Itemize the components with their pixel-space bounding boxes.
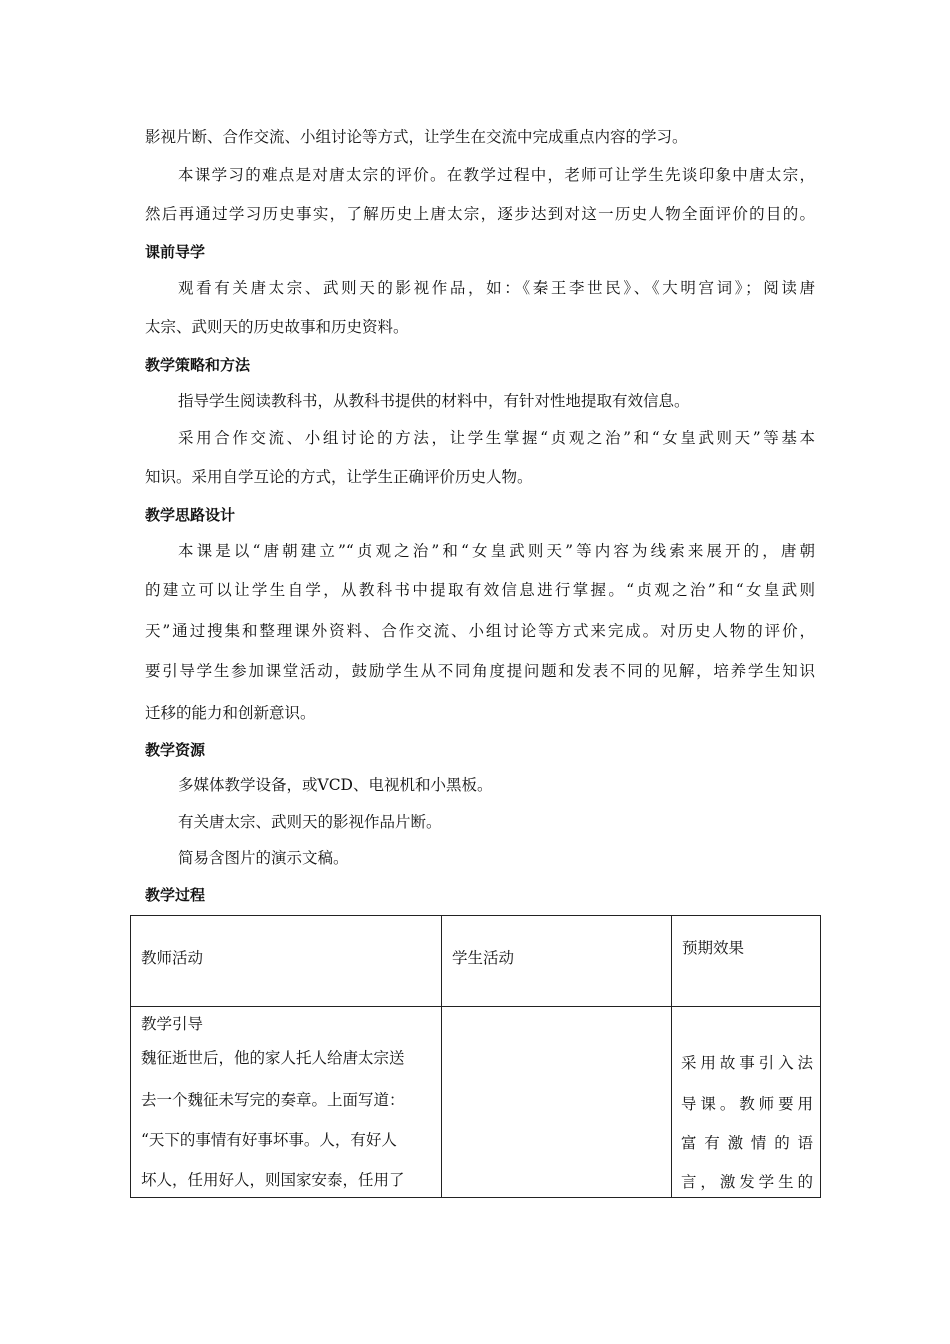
paragraph-line: 迁移的能力和创新意识。 (145, 704, 316, 722)
cell-line: “天下的事情有好事坏事。人，有好人 (141, 1131, 397, 1149)
paragraph-line: 本课是以“唐朝建立”“贞观之治”和“女皇武则天”等内容为线索来展开的，唐朝 (178, 542, 815, 560)
cell-line: 导课。教师要用 (681, 1095, 813, 1113)
cell-line: 采用故事引入法 (681, 1054, 813, 1072)
paragraph-line: 有关唐太宗、武则天的影视作品片断。 (178, 813, 442, 831)
cell-line: 言，激发学生的 (681, 1173, 813, 1191)
header-label: 学生活动 (452, 949, 515, 967)
expected-effect-cell (672, 1007, 821, 1198)
cell-line: 去一个魏征未写完的奏章。上面写道： (141, 1091, 405, 1109)
paragraph-line: 天”通过搜集和整理课外资料、合作交流、小组讨论等方式来完成。对历史人物的评价， (145, 622, 815, 640)
table-row (131, 1007, 821, 1198)
student-activity-cell (442, 1007, 672, 1198)
section-heading-preview: 课前导学 (145, 243, 206, 261)
section-heading-design: 教学思路设计 (145, 506, 236, 524)
section-heading-strategy: 教学策略和方法 (145, 356, 251, 374)
cell-line: 坏人，任用好人，则国家安泰，任用了 (141, 1171, 405, 1189)
paragraph-line: 要引导学生参加课堂活动，鼓励学生从不同角度提问题和发表不同的见解，培养学生知识 (145, 662, 815, 680)
header-cell-student (442, 916, 672, 1007)
cell-line: 富有激情的语 (681, 1134, 813, 1152)
header-label: 教师活动 (141, 949, 204, 967)
paragraph-line: 简易含图片的演示文稿。 (178, 849, 349, 867)
teacher-activity-cell (131, 1007, 442, 1198)
paragraph-line: 指导学生阅读教科书，从教科书提供的材料中，有针对性地提取有效信息。 (178, 392, 690, 410)
paragraph-line: 的建立可以让学生自学，从教科书中提取有效信息进行掌握。“贞观之治”和“女皇武则 (145, 581, 815, 599)
paragraph-line: 本课学习的难点是对唐太宗的评价。在教学过程中，老师可让学生先谈印象中唐太宗， (178, 166, 815, 184)
process-table (130, 915, 821, 1198)
cell-line: 魏征逝世后，他的家人托人给唐太宗送 (141, 1049, 405, 1067)
section-heading-process: 教学过程 (145, 886, 206, 904)
paragraph-line: 采用合作交流、小组讨论的方法，让学生掌握“贞观之治”和“女皇武则天”等基本 (178, 429, 815, 447)
paragraph-line: 知识。采用自学互论的方式，让学生正确评价历史人物。 (145, 468, 533, 486)
paragraph-line: 观看有关唐太宗、武则天的影视作品，如：《秦王李世民》、《大明宫词》；阅读唐 (178, 279, 815, 297)
paragraph-line: 然后再通过学习历史事实，了解历史上唐太宗，逐步达到对这一历史人物全面评价的目的。 (145, 205, 815, 223)
table-header-row (131, 916, 821, 1007)
header-cell-teacher (131, 916, 442, 1007)
header-label: 预期效果 (682, 939, 745, 957)
section-heading-resources: 教学资源 (145, 741, 206, 759)
paragraph-line: 多媒体教学设备，或VCD、电视机和小黑板。 (178, 776, 493, 794)
paragraph-line: 影视片断、合作交流、小组讨论等方式，让学生在交流中完成重点内容的学习。 (145, 128, 688, 146)
cell-line: 教学引导 (141, 1015, 204, 1033)
paragraph-line: 太宗、武则天的历史故事和历史资料。 (145, 318, 409, 336)
header-cell-effect (672, 916, 821, 1007)
